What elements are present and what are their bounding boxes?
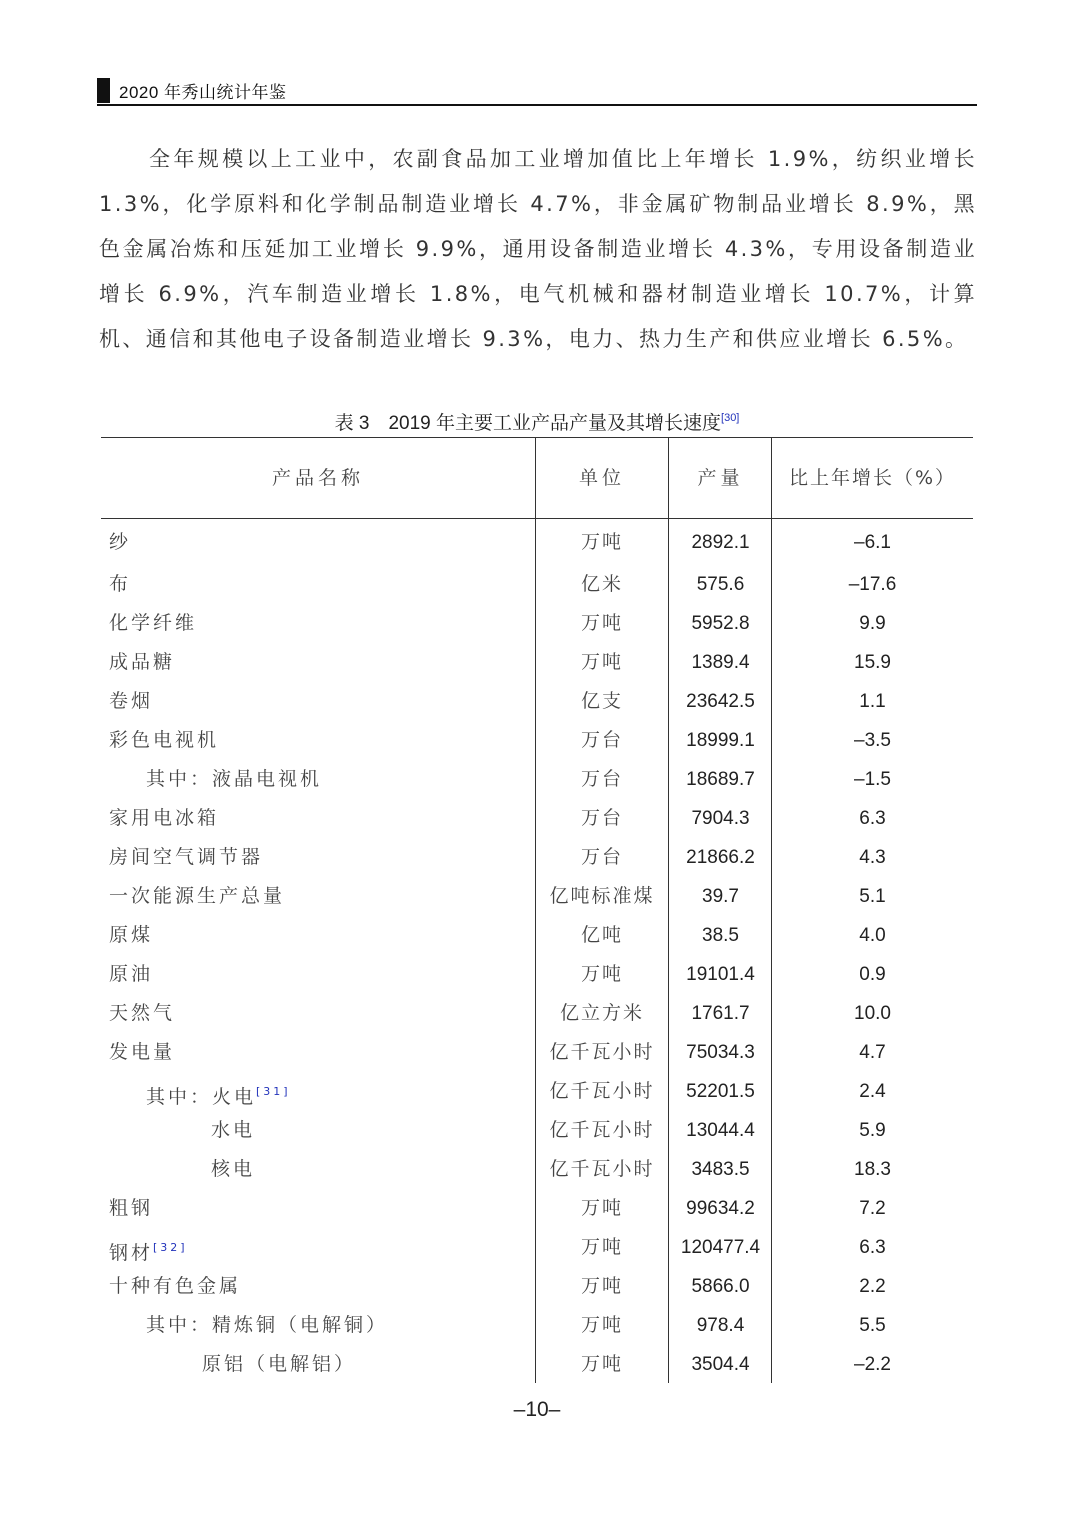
- header-unit: 单位: [578, 467, 625, 489]
- header-quantity: 产量: [697, 467, 744, 489]
- quantity-cell: 38.5: [702, 925, 739, 946]
- quantity-cell: 575.6: [696, 574, 745, 595]
- unit-cell: 万吨: [580, 1197, 623, 1219]
- product-name-text: 发电量: [109, 1041, 176, 1063]
- table-row: [101, 1345, 973, 1384]
- product-name-text: 卷烟: [109, 690, 154, 712]
- quantity-cell: 1389.4: [691, 652, 750, 673]
- product-name-text: 化学纤维: [109, 612, 198, 634]
- page-number: –10–: [513, 1398, 561, 1421]
- product-name-cell: [109, 682, 153, 721]
- quantity-cell: 18689.7: [686, 769, 755, 790]
- table-row: [101, 682, 973, 721]
- product-name-cell: [146, 760, 322, 799]
- table-row: [101, 1228, 973, 1267]
- quantity-cell: 5952.8: [691, 613, 750, 634]
- table-row: [101, 1189, 973, 1228]
- table-row: [101, 565, 973, 604]
- product-name-cell: [109, 838, 263, 877]
- product-name-cell: [109, 523, 131, 562]
- product-name-text: 房间空气调节器: [109, 846, 264, 868]
- unit-cell: 亿千瓦小时: [549, 1041, 655, 1063]
- product-name-text: 原油: [109, 963, 154, 985]
- table-row: [101, 916, 973, 955]
- product-name-text: 钢材: [109, 1242, 154, 1264]
- product-name-cell: [109, 799, 219, 838]
- running-header: [97, 76, 977, 106]
- growth-cell: 9.9: [859, 613, 886, 634]
- product-name-cell: [109, 1228, 188, 1267]
- growth-cell: 4.7: [859, 1042, 886, 1063]
- unit-cell: 亿米: [580, 573, 623, 595]
- unit-cell: 万台: [580, 768, 623, 790]
- table-row: [101, 838, 973, 877]
- product-name-text: 其中：火电: [146, 1086, 257, 1108]
- table-row: [101, 955, 973, 994]
- product-name-cell: [211, 1150, 255, 1189]
- growth-cell: 1.1: [859, 691, 886, 712]
- growth-cell: –1.5: [854, 769, 891, 790]
- unit-cell: 万台: [580, 807, 623, 829]
- growth-cell: 5.5: [859, 1315, 886, 1336]
- growth-cell: 6.3: [859, 808, 886, 829]
- unit-cell: 亿支: [580, 690, 623, 712]
- quantity-cell: 99634.2: [686, 1198, 755, 1219]
- product-name-cell: [211, 1111, 255, 1150]
- quantity-cell: 3504.4: [691, 1354, 750, 1375]
- table-row: [101, 721, 973, 760]
- growth-cell: 6.3: [859, 1237, 886, 1258]
- unit-cell: 亿立方米: [559, 1002, 644, 1024]
- growth-cell: 7.2: [859, 1198, 886, 1219]
- table-row: [101, 1033, 973, 1072]
- header-bar-mark: [97, 78, 110, 103]
- table-row: [101, 1267, 973, 1306]
- quantity-cell: 19101.4: [686, 964, 755, 985]
- table-row: [101, 1111, 973, 1150]
- unit-cell: 万吨: [580, 1275, 623, 1297]
- header-title: 2020 年秀山统计年鉴: [119, 83, 287, 102]
- product-name-cell: [109, 565, 131, 604]
- unit-cell: 亿千瓦小时: [549, 1119, 655, 1141]
- unit-cell: 亿千瓦小时: [549, 1080, 655, 1102]
- table-row: [101, 523, 973, 562]
- growth-cell: 2.2: [859, 1276, 886, 1297]
- growth-cell: 4.0: [859, 925, 886, 946]
- growth-cell: 18.3: [854, 1159, 891, 1180]
- product-name-text: 其中：精炼铜（电解铜）: [146, 1314, 389, 1336]
- quantity-cell: 120477.4: [680, 1237, 761, 1258]
- quantity-cell: 1761.7: [691, 1003, 750, 1024]
- product-name-text: 成品糖: [109, 651, 176, 673]
- product-name-cell: [109, 877, 285, 916]
- product-name-cell: [202, 1345, 356, 1384]
- table-row: [101, 1072, 973, 1111]
- table-caption-ref[interactable]: [30]: [721, 412, 740, 424]
- growth-cell: –2.2: [854, 1354, 891, 1375]
- product-name-text: 彩色电视机: [109, 729, 220, 751]
- quantity-cell: 21866.2: [686, 847, 755, 868]
- quantity-cell: 3483.5: [691, 1159, 750, 1180]
- unit-cell: 万吨: [580, 651, 623, 673]
- quantity-cell: 75034.3: [686, 1042, 755, 1063]
- quantity-cell: 5866.0: [691, 1276, 750, 1297]
- product-name-text: 家用电冰箱: [109, 807, 220, 829]
- product-name-cell: [109, 916, 153, 955]
- product-name-cell: [109, 1033, 175, 1072]
- unit-cell: 亿千瓦小时: [549, 1158, 655, 1180]
- product-name-text: 其中：液晶电视机: [146, 768, 323, 790]
- growth-cell: 4.3: [859, 847, 886, 868]
- header-growth: 比上年增长（%）: [788, 467, 957, 489]
- product-name-cell: [109, 604, 197, 643]
- product-name-text: 天然气: [109, 1002, 176, 1024]
- growth-cell: 10.0: [854, 1003, 891, 1024]
- quantity-cell: 13044.4: [686, 1120, 755, 1141]
- product-name-text: 一次能源生产总量: [109, 885, 286, 907]
- quantity-cell: 7904.3: [691, 808, 750, 829]
- product-name-cell: [109, 643, 175, 682]
- table-row: [101, 643, 973, 682]
- growth-cell: 5.9: [859, 1120, 886, 1141]
- table-row: [101, 799, 973, 838]
- growth-cell: 0.9: [859, 964, 886, 985]
- product-name-text: 粗钢: [109, 1197, 154, 1219]
- quantity-cell: 52201.5: [686, 1081, 755, 1102]
- table-row: [101, 604, 973, 643]
- unit-cell: 万吨: [580, 1353, 623, 1375]
- unit-cell: 万吨: [580, 1236, 623, 1258]
- unit-cell: 万吨: [580, 612, 623, 634]
- quantity-cell: 39.7: [702, 886, 739, 907]
- table-caption: [0, 408, 1074, 435]
- product-name-text: 水电: [211, 1119, 256, 1141]
- table-row: [101, 877, 973, 916]
- quantity-cell: 2892.1: [691, 532, 750, 553]
- table-row: [101, 994, 973, 1033]
- product-name-text: 核电: [211, 1158, 256, 1180]
- product-name-cell: [109, 721, 219, 760]
- table-row: [101, 760, 973, 799]
- unit-cell: 万台: [580, 846, 623, 868]
- growth-cell: –17.6: [848, 574, 897, 595]
- product-name-cell: [109, 955, 153, 994]
- growth-cell: 5.1: [859, 886, 886, 907]
- product-name-cell: [109, 1267, 241, 1306]
- product-name-text: 原煤: [109, 924, 154, 946]
- unit-cell: 亿吨标准煤: [549, 885, 655, 907]
- growth-cell: 15.9: [854, 652, 891, 673]
- growth-cell: –3.5: [854, 730, 891, 751]
- unit-cell: 万台: [580, 729, 623, 751]
- product-name-text: 布: [109, 573, 132, 595]
- growth-cell: –6.1: [854, 532, 891, 553]
- unit-cell: 万吨: [580, 1314, 623, 1336]
- body-paragraph: 全年规模以上工业中，农副食品加工业增加值比上年增长 1.9%，纺织业增长 1.3%，化学原料和化学制品制造业增长 4.7%，非金属矿物制品业增长 8.9%，黑色金属冶炼和压延加工业增长 9.9%，通用设备制造业增长 4.3%，专用设备制造业增长 6.9%，汽车制造业增长 1.8%，电气机械和器材制造业增长 10.7%，计算机、通信和其他电子设备制造业增长 9.3%，电力、热力生产和供应业增长 6.5%。: [99, 147, 977, 351]
- product-name-cell: [109, 1189, 153, 1228]
- quantity-cell: 23642.5: [686, 691, 755, 712]
- header-product-name: 产品名称: [271, 467, 364, 489]
- footnote-ref[interactable]: [32]: [153, 1241, 188, 1254]
- unit-cell: 万吨: [580, 531, 623, 553]
- growth-cell: 2.4: [859, 1081, 886, 1102]
- product-name-text: 纱: [109, 531, 132, 553]
- product-name-text: 原铝（电解铝）: [202, 1353, 357, 1375]
- product-name-cell: [109, 994, 175, 1033]
- product-name-cell: [146, 1072, 291, 1111]
- product-name-cell: [146, 1306, 388, 1345]
- table-row: [101, 1306, 973, 1345]
- quantity-cell: 18999.1: [686, 730, 755, 751]
- unit-cell: 亿吨: [580, 924, 623, 946]
- table-row: [101, 1150, 973, 1189]
- footnote-ref[interactable]: [31]: [256, 1085, 291, 1098]
- product-name-text: 十种有色金属: [109, 1275, 242, 1297]
- unit-cell: 万吨: [580, 963, 623, 985]
- quantity-cell: 978.4: [696, 1315, 745, 1336]
- table-caption-text: 表 3 2019 年主要工业产品产量及其增长速度: [334, 413, 722, 434]
